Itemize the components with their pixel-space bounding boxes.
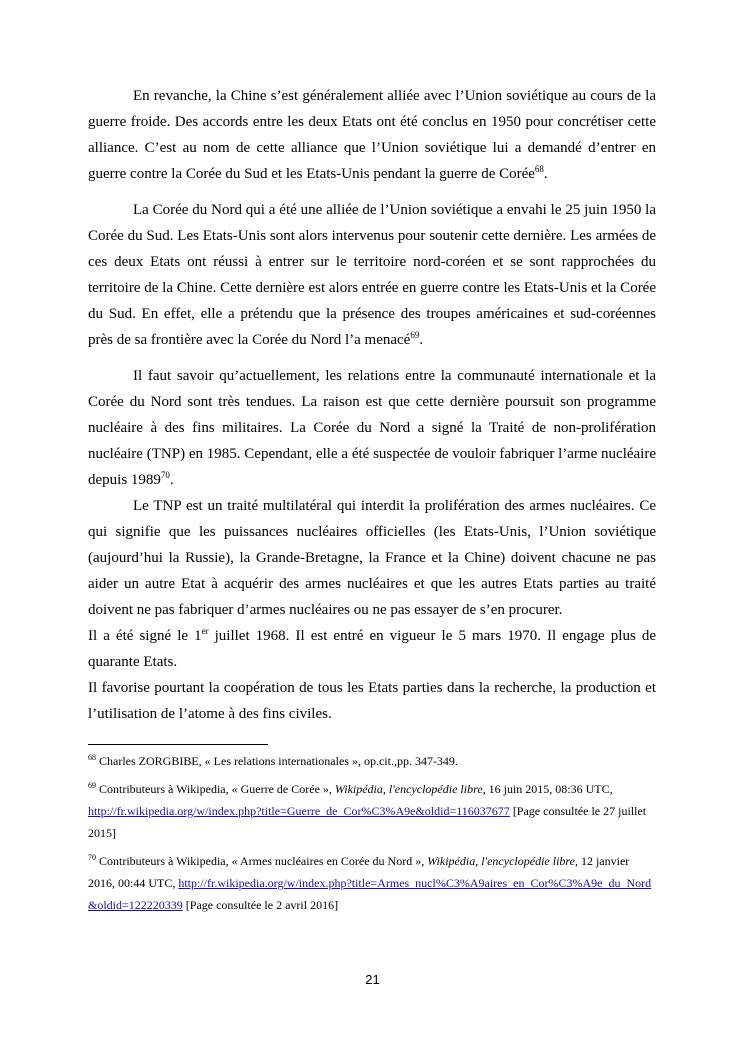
page-number: 21 [365,972,380,987]
footnote-68: $^{68}$ Charles ZORGBIBE, « Les relations internationales », op.cit.,pp. 347-349. [88,753,458,768]
paragraph-relations-tendues: Il faut savoir qu’actuellement, les relations entre la communauté internationale et la Corée du Nord sont très tendues. La raison est que cette dernière poursuit son programme nucléaire à des fins militaires. La Corée du Nord a signé la Traité de non-prolifération nucléaire (TNP) en 1985. Cependant, elle a été suspectée de vouloir fabriquer l’arme nucléaire depuis 1989$^{70}$. [88,368,656,488]
footnote-69: $^{69}$ Contributeurs à Wikipedia, « Guerre de Corée », Wikipédia, l'encyclopédie libre, 16 juin 2015, 08:36 UTC, http://fr.wikipedia.org/w/index.php?title=Guerre_de_Cor%C3%A9e&oldid=116037677 [Page consultée le 27 juillet 2015] [88,781,647,840]
paragraph-tnp-signature: Il a été signé le 1er juillet 1968. Il est entré en vigueur le 5 mars 1970. Il engage plus de quarante Etats. [88,626,656,670]
footnote-separator [88,744,268,745]
footnote-70: $^{70}$ Contributeurs à Wikipedia, « Armes nucléaires en Corée du Nord », Wikipédia, l'encyclopédie libre, 12 janvier 2016, 00:44 UTC, http://fr.wikipedia.org/w/index.php?title=Armes_nucl%C3%A9aires_en_Cor%C3%A9e_du_Nord&oldid=122220339 [Page consultée le 2 avril 2016] [88,853,652,912]
paragraph-coree-invasion: La Corée du Nord qui a été une alliée de l’Union soviétique a envahi le 25 juin 1950 la Corée du Sud. Les Etats-Unis sont alors intervenus pour soutenir cette dernière. Les armées de ces deux Etats ont réussi à entrer sur le territoire nord-coréen et se sont rapprochées du territoire de la Chine. Cette dernière est alors entrée en guerre contre les Etats-Unis et la Corée du Sud. En effet, elle a prétendu que la présence des troupes américaines et sud-coréennes près de sa frontière avec la Corée du Nord l’a menacé$^{69}$. [88,202,656,348]
paragraph-tnp-cooperation: Il favorise pourtant la coopération de tous les Etats parties dans la recherche, la production et l’utilisation de l’atome à des fins civiles. [88,680,656,722]
paragraph-tnp-definition: Le TNP est un traité multilatéral qui interdit la prolifération des armes nucléaires. Ce qui signifie que les puissances nucléaires officielles (les Etats-Unis, l’Union soviétique (aujourd’hui la Russie), la Grande-Bretagne, la France et la Chine) doivent chacune ne pas aider un autre Etat à acquérir des armes nucléaires et que les autres Etats parties au traité doivent ne pas fabriquer d’armes nucléaires ou ne pas essayer de s’en procurer. [88,498,656,618]
footnote-70-link[interactable]: http://fr.wikipedia.org/w/index.php?title=Armes_nucl%C3%A9aires_en_Cor%C3%A9e_du_Nord&oldid=122220339 [88,876,652,912]
footnote-ref-68[interactable]: 68 [534,164,544,174]
footnote-69-link[interactable]: http://fr.wikipedia.org/w/index.php?title=Guerre_de_Cor%C3%A9e&oldid=116037677 [88,804,510,818]
footnotes [88,750,656,922]
footnote-ref-70[interactable]: 70 [160,470,170,480]
paragraph-chine-alliance: En revanche, la Chine s’est généralement alliée avec l’Union soviétique au cours de la guerre froide. Des accords entre les deux Etats ont été conclus en 1950 pour concrétiser cette alliance. C’est au nom de cette alliance que l’Union soviétique lui a demandé d’entrer en guerre contre la Corée du Sud et les Etats-Unis pendant la guerre de Corée$^{68}$. [88,88,656,182]
body-text [88,83,656,727]
footnote-ref-69[interactable]: 69 [410,330,420,340]
